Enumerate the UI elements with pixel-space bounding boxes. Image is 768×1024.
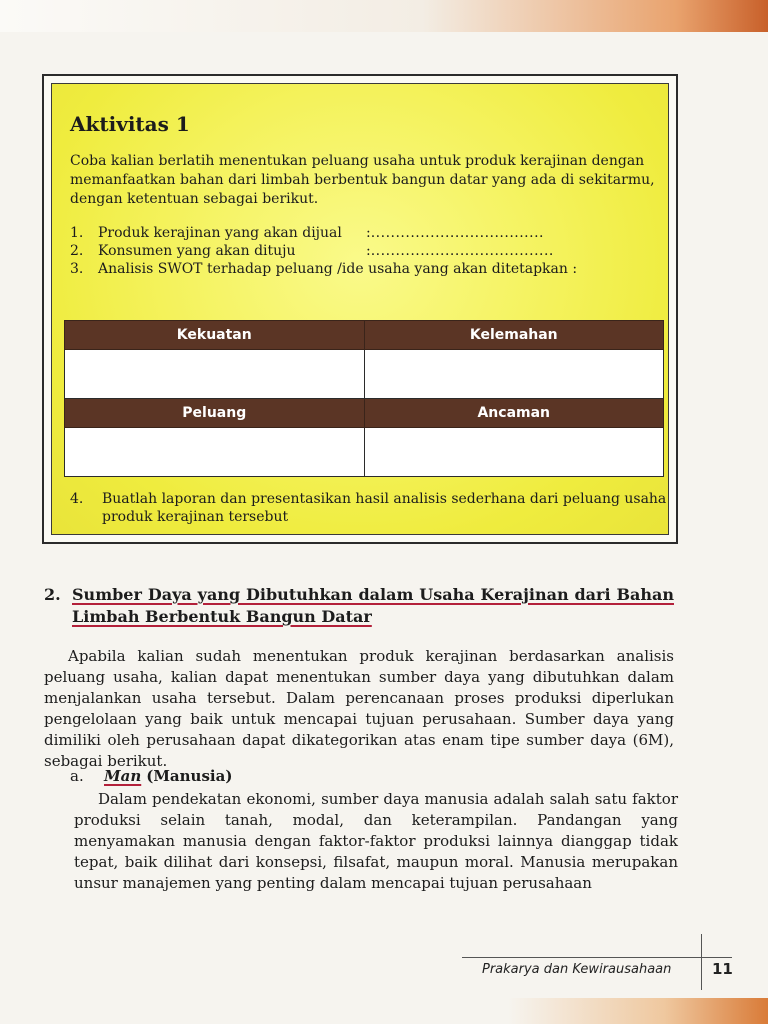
subsection-title-italic: Man: [104, 767, 142, 785]
activity-item-number: 1.: [70, 225, 84, 241]
swot-header-weaknesses: Kelemahan: [364, 321, 664, 350]
activity-item-label: Analisis SWOT terhadap peluang /ide usaha yang akan ditetapkan :: [98, 261, 578, 277]
activity-item-blank: .....................................: [370, 243, 554, 259]
activity-item: [70, 242, 670, 260]
activity-item: [70, 260, 670, 278]
activity-item-number: 2.: [70, 243, 84, 259]
page-number: 11: [712, 960, 733, 978]
footer-divider: [462, 957, 732, 958]
section-title: Sumber Daya yang Dibutuhkan dalam Usaha Kerajinan dari Bahan Limbah Berbentuk Bangun Datar: [72, 585, 674, 626]
activity-step-4-number: 4.: [70, 491, 84, 507]
subsection-letter: a.: [70, 767, 84, 785]
swot-header-row: [65, 321, 664, 350]
swot-header-strengths: Kekuatan: [65, 321, 365, 350]
activity-item-label: Konsumen yang akan dituju: [98, 243, 296, 259]
swot-cell-opportunities: [65, 428, 365, 477]
swot-header-opportunities: Peluang: [65, 399, 365, 428]
swot-cell-strengths: [65, 350, 365, 399]
activity-item-separator: :: [366, 243, 371, 259]
subsection-title-rest: (Manusia): [146, 767, 233, 785]
activity-list: [70, 224, 670, 278]
activity-item-label: Produk kerajinan yang akan dijual: [98, 225, 342, 241]
swot-header-threats: Ancaman: [364, 399, 664, 428]
activity-intro: Coba kalian berlatih menentukan peluang usaha untuk produk kerajinan dengan memanfaatkan bahan dari limbah berbentuk bangun datar yang ada di sekitarmu, dengan ketentuan sebagai berikut.: [70, 153, 655, 207]
swot-header-row: [65, 399, 664, 428]
activity-box: [42, 74, 678, 544]
page-bottom-edge: [508, 998, 768, 1024]
swot-cell-threats: [364, 428, 664, 477]
activity-item-blank: ...................................: [370, 225, 544, 241]
activity-step-4: [70, 490, 670, 526]
activity-title: Aktivitas 1: [70, 112, 190, 136]
footer-vertical-divider: [701, 934, 702, 990]
page-top-edge: [0, 0, 768, 32]
swot-table: [64, 320, 664, 477]
activity-item-separator: :: [366, 225, 371, 241]
activity-item-number: 3.: [70, 261, 84, 277]
swot-body-row: [65, 428, 664, 477]
swot-body-row: [65, 350, 664, 399]
footer-book-title: Prakarya dan Kewirausahaan: [482, 962, 672, 977]
section-heading: [44, 584, 674, 628]
section-paragraph: Apabila kalian sudah menentukan produk kerajinan berdasarkan analisis peluang usaha, kalian dapat menentukan sumber daya yang dibutuhkan dalam menjalankan usaha tersebut. Dalam perencanaan proses produksi diperlukan pengelolaan yang baik untuk mencapai tujuan perusahaan. Sumber daya yang dimiliki oleh perusahaan dapat dikategorikan atas enam tipe sumber daya (6M), sebagai berikut.: [44, 647, 674, 770]
activity-step-4-text: Buatlah laporan dan presentasikan hasil analisis sederhana dari peluang usaha produk kerajinan tersebut: [102, 491, 667, 525]
subsection-paragraph: Dalam pendekatan ekonomi, sumber daya manusia adalah salah satu faktor produksi selain tanah, modal, dan keterampilan. Pandangan yang menyamakan manusia dengan faktor-faktor produksi lainnya dianggap tidak tepat, baik dilihat dari konsepsi, filsafat, maupun moral. Manusia merupakan unsur manajemen yang penting dalam mencapai tujuan perusahaan: [74, 790, 678, 892]
activity-panel: [51, 83, 669, 535]
subsection-heading: [70, 766, 232, 787]
activity-item: [70, 224, 670, 242]
section-number: 2.: [44, 585, 61, 604]
swot-cell-weaknesses: [364, 350, 664, 399]
